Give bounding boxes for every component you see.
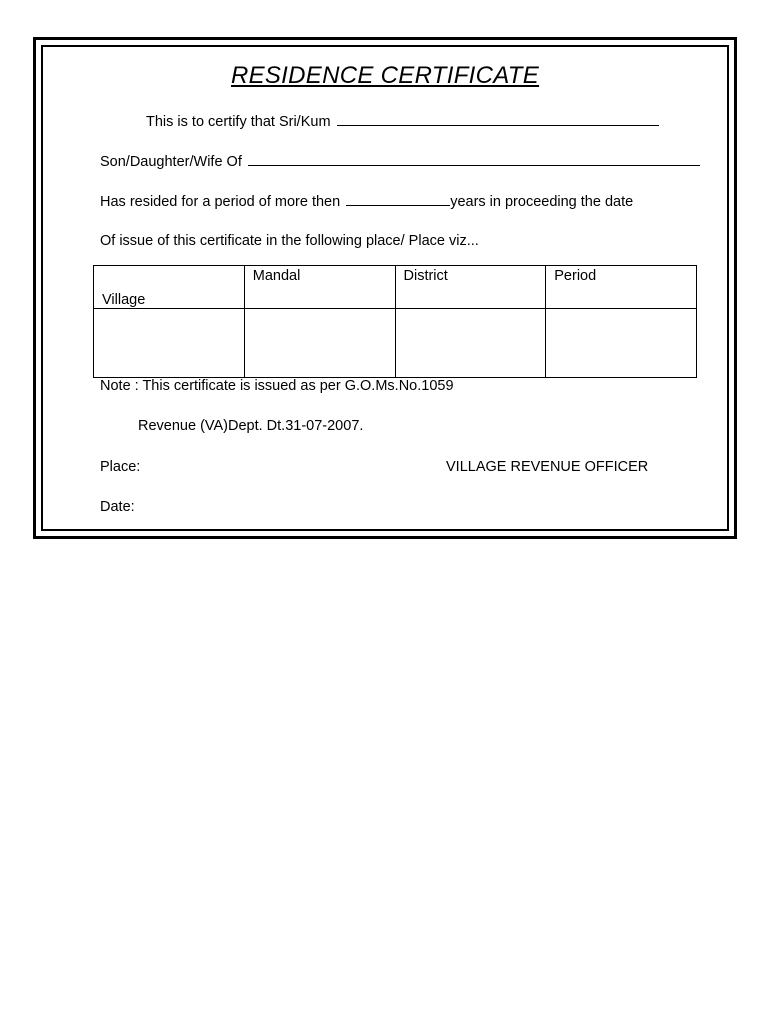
relation-blank (248, 153, 700, 166)
note-line-2: Revenue (VA)Dept. Dt.31-07-2007. (138, 418, 364, 434)
table-row (94, 309, 697, 378)
issue-line: Of issue of this certificate in the following place/ Place viz... (100, 233, 479, 249)
cell-period (546, 309, 697, 378)
note-line-1: Note : This certificate is issued as per G.O.Ms.No.1059 (100, 378, 454, 394)
cell-village (94, 309, 245, 378)
cell-district (395, 309, 546, 378)
certify-text: This is to certify that Sri/Kum (146, 114, 331, 130)
period-line (100, 193, 633, 210)
certificate-outer-border (33, 37, 737, 539)
period-text-post: years in proceeding the date (450, 194, 634, 210)
cell-mandal (244, 309, 395, 378)
places-table (93, 265, 697, 378)
table-header-row (94, 266, 697, 309)
certificate-inner-border (41, 45, 729, 531)
name-blank (337, 113, 659, 126)
col-header-district: District (395, 266, 546, 309)
certificate-title: RESIDENCE CERTIFICATE (230, 62, 540, 89)
relation-text: Son/Daughter/Wife Of (100, 154, 242, 170)
years-blank (346, 193, 450, 206)
certify-line (146, 113, 659, 130)
place-label: Place: (100, 459, 141, 475)
col-header-village: Village (94, 266, 245, 309)
relation-line (100, 153, 700, 170)
date-label: Date: (100, 499, 135, 515)
col-header-mandal: Mandal (244, 266, 395, 309)
period-text-pre: Has resided for a period of more then (100, 194, 341, 210)
officer-label: VILLAGE REVENUE OFFICER (446, 459, 649, 475)
col-header-period: Period (546, 266, 697, 309)
